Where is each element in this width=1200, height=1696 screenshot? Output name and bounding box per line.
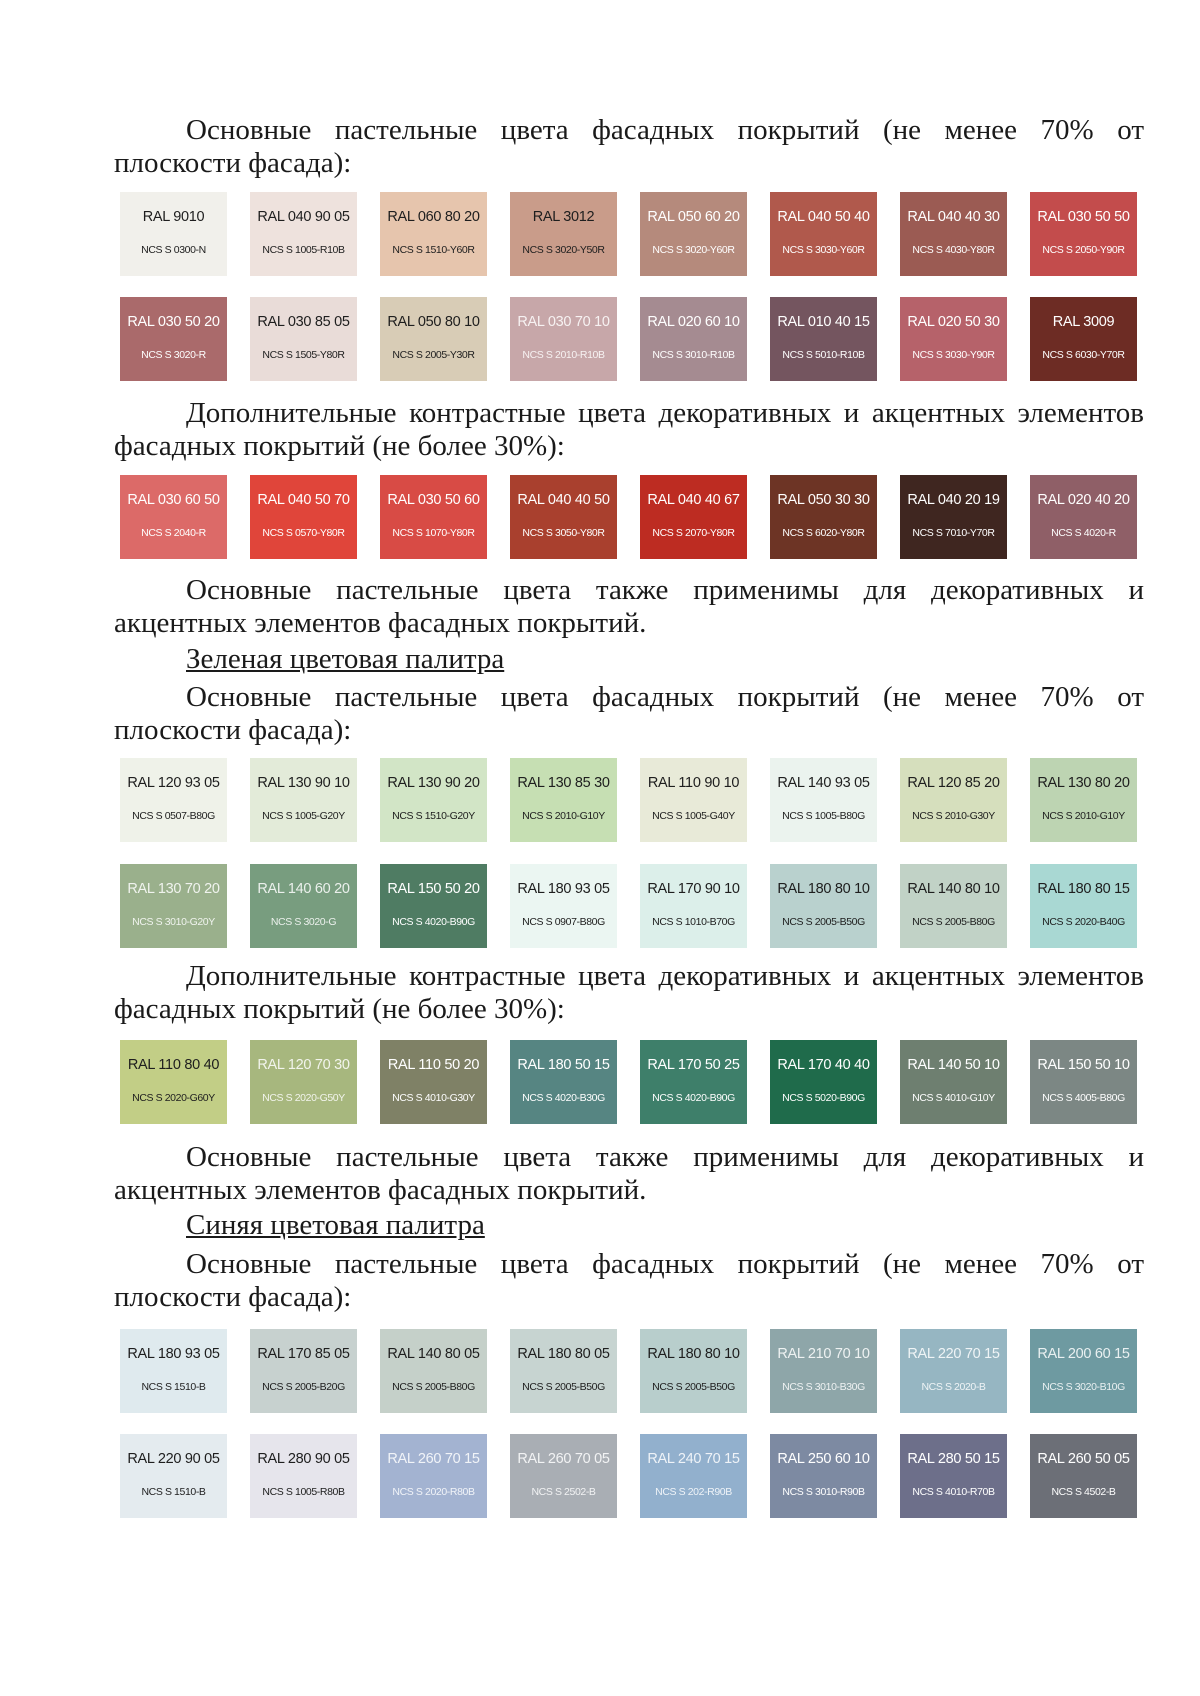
ncs-code: NCS S 3020-B10G <box>1042 1381 1125 1393</box>
ncs-code: NCS S 4020-B90G <box>652 1092 735 1104</box>
ral-code: RAL 9010 <box>142 209 205 225</box>
swatch-row <box>120 1434 1137 1518</box>
ral-code: RAL 170 90 10 <box>647 881 740 897</box>
swatch-row <box>120 1329 1137 1413</box>
ncs-code: NCS S 2050-Y90R <box>1042 244 1125 256</box>
ral-code: RAL 180 50 15 <box>517 1057 610 1073</box>
ncs-code: NCS S 1005-B80G <box>782 810 865 822</box>
ncs-code: NCS S 3020-R <box>141 349 206 361</box>
color-swatch <box>510 1040 617 1124</box>
color-swatch <box>1030 758 1137 842</box>
ncs-code: NCS S 4030-Y80R <box>912 244 995 256</box>
color-swatch <box>510 1329 617 1413</box>
ncs-code: NCS S 2005-B50G <box>522 1381 605 1393</box>
color-swatch <box>640 1040 747 1124</box>
ral-code: RAL 130 90 10 <box>257 775 350 791</box>
ral-code: RAL 140 80 05 <box>387 1346 480 1362</box>
ncs-code: NCS S 4020-B90G <box>392 916 475 928</box>
color-swatch <box>640 192 747 276</box>
color-swatch <box>770 1040 877 1124</box>
ral-code: RAL 180 80 10 <box>777 881 870 897</box>
color-swatch <box>770 297 877 381</box>
ral-code: RAL 020 40 20 <box>1037 492 1130 508</box>
ncs-code: NCS S 6030-Y70R <box>1042 349 1125 361</box>
ncs-code: NCS S 1005-R80B <box>262 1486 345 1498</box>
color-swatch <box>250 1434 357 1518</box>
ral-code: RAL 280 50 15 <box>907 1451 1000 1467</box>
color-swatch <box>770 192 877 276</box>
ral-code: RAL 180 93 05 <box>517 881 610 897</box>
ral-code: RAL 3012 <box>532 209 595 225</box>
color-swatch <box>640 864 747 948</box>
ncs-code: NCS S 2020-G60Y <box>132 1092 215 1104</box>
color-swatch <box>900 1040 1007 1124</box>
ral-code: RAL 180 80 05 <box>517 1346 610 1362</box>
paragraph-red-main: Основные пастельные цвета фасадных покрытий (не менее 70% от плоскости фасада): <box>114 114 1144 179</box>
ral-code: RAL 180 80 10 <box>647 1346 740 1362</box>
ral-code: RAL 250 60 10 <box>777 1451 870 1467</box>
ral-code: RAL 060 80 20 <box>387 209 480 225</box>
ncs-code: NCS S 4020-B30G <box>522 1092 605 1104</box>
color-swatch <box>510 864 617 948</box>
color-swatch <box>1030 864 1137 948</box>
ral-code: RAL 030 70 10 <box>517 314 610 330</box>
ncs-code: NCS S 3030-Y60R <box>782 244 865 256</box>
color-swatch <box>1030 297 1137 381</box>
ncs-code: NCS S 1005-G40Y <box>652 810 735 822</box>
color-swatch <box>770 758 877 842</box>
ncs-code: NCS S 0300-N <box>141 244 206 256</box>
color-swatch <box>900 192 1007 276</box>
ral-code: RAL 130 90 20 <box>387 775 480 791</box>
color-swatch <box>250 864 357 948</box>
ncs-code: NCS S 5010-R10B <box>782 349 865 361</box>
color-swatch <box>770 475 877 559</box>
ral-code: RAL 260 50 05 <box>1037 1451 1130 1467</box>
color-swatch <box>510 192 617 276</box>
ncs-code: NCS S 2005-B50G <box>782 916 865 928</box>
color-swatch <box>380 1040 487 1124</box>
ncs-code: NCS S 2010-G10Y <box>1042 810 1125 822</box>
ncs-code: NCS S 2005-Y30R <box>392 349 475 361</box>
swatch-row <box>120 758 1137 842</box>
ncs-code: NCS S 2020-R80B <box>392 1486 475 1498</box>
ncs-code: NCS S 2005-B80G <box>912 916 995 928</box>
ncs-code: NCS S 2010-R10B <box>522 349 605 361</box>
ral-code: RAL 110 80 40 <box>127 1057 220 1073</box>
ral-code: RAL 140 50 10 <box>907 1057 1000 1073</box>
paragraph-green-note: Основные пастельные цвета также применимы для декоративных и акцентных элементов фасадных покрытий. <box>114 1141 1144 1206</box>
ral-code: RAL 170 40 40 <box>777 1057 870 1073</box>
ral-code: RAL 210 70 10 <box>777 1346 870 1362</box>
ncs-code: NCS S 2502-B <box>531 1486 596 1498</box>
ral-code: RAL 150 50 20 <box>387 881 480 897</box>
ral-code: RAL 110 90 10 <box>647 775 740 791</box>
ncs-code: NCS S 7010-Y70R <box>912 527 995 539</box>
paragraph-green-main: Основные пастельные цвета фасадных покрытий (не менее 70% от плоскости фасада): <box>114 681 1144 746</box>
ncs-code: NCS S 3010-R10B <box>652 349 735 361</box>
color-swatch <box>900 758 1007 842</box>
ncs-code: NCS S 1070-Y80R <box>392 527 475 539</box>
color-swatch <box>250 297 357 381</box>
ral-code: RAL 130 80 20 <box>1037 775 1130 791</box>
ncs-code: NCS S 1510-B <box>141 1486 206 1498</box>
ncs-code: NCS S 6020-Y80R <box>782 527 865 539</box>
ncs-code: NCS S 4010-G30Y <box>392 1092 475 1104</box>
color-swatch <box>120 864 227 948</box>
ral-code: RAL 150 50 10 <box>1037 1057 1130 1073</box>
paragraph-red-note: Основные пастельные цвета также применимы для декоративных и акцентных элементов фасадных покрытий. <box>114 574 1144 639</box>
ncs-code: NCS S 1510-B <box>141 1381 206 1393</box>
color-swatch <box>770 1329 877 1413</box>
color-swatch <box>1030 192 1137 276</box>
ncs-code: NCS S 2010-G10Y <box>522 810 605 822</box>
color-swatch <box>250 475 357 559</box>
color-swatch <box>900 297 1007 381</box>
ncs-code: NCS S 2020-B40G <box>1042 916 1125 928</box>
color-swatch <box>510 758 617 842</box>
ral-code: RAL 040 50 70 <box>257 492 350 508</box>
ral-code: RAL 220 90 05 <box>127 1451 220 1467</box>
ncs-code: NCS S 0507-B80G <box>132 810 215 822</box>
color-swatch <box>120 192 227 276</box>
color-swatch <box>1030 1329 1137 1413</box>
color-swatch <box>250 192 357 276</box>
ral-code: RAL 240 70 15 <box>647 1451 740 1467</box>
ncs-code: NCS S 1010-B70G <box>652 916 735 928</box>
ral-code: RAL 040 40 67 <box>647 492 740 508</box>
ral-code: RAL 030 50 50 <box>1037 209 1130 225</box>
color-swatch <box>380 1434 487 1518</box>
ncs-code: NCS S 1005-R10B <box>262 244 345 256</box>
ral-code: RAL 260 70 15 <box>387 1451 480 1467</box>
color-swatch <box>250 758 357 842</box>
ral-code: RAL 040 40 50 <box>517 492 610 508</box>
ncs-code: NCS S 2040-R <box>141 527 206 539</box>
color-swatch <box>380 192 487 276</box>
ral-code: RAL 050 60 20 <box>647 209 740 225</box>
color-swatch <box>120 475 227 559</box>
color-swatch <box>120 1329 227 1413</box>
color-swatch <box>640 297 747 381</box>
color-swatch <box>640 475 747 559</box>
swatch-row <box>120 864 1137 948</box>
ral-code: RAL 170 85 05 <box>257 1346 350 1362</box>
ncs-code: NCS S 1510-Y60R <box>392 244 475 256</box>
swatch-row <box>120 475 1137 559</box>
color-swatch <box>380 864 487 948</box>
ncs-code: NCS S 2070-Y80R <box>652 527 735 539</box>
section-heading-blue: Синяя цветовая палитра <box>186 1209 485 1241</box>
ral-code: RAL 180 93 05 <box>127 1346 220 1362</box>
ral-code: RAL 020 50 30 <box>907 314 1000 330</box>
ral-code: RAL 3009 <box>1052 314 1115 330</box>
ral-code: RAL 040 40 30 <box>907 209 1000 225</box>
color-swatch <box>510 297 617 381</box>
color-swatch <box>1030 475 1137 559</box>
paragraph-green-accent: Дополнительные контрастные цвета декоративных и акцентных элементов фасадных покрытий (не более 30%): <box>114 960 1144 1025</box>
ncs-code: NCS S 1505-Y80R <box>262 349 345 361</box>
ral-code: RAL 220 70 15 <box>907 1346 1000 1362</box>
ral-code: RAL 030 50 60 <box>387 492 480 508</box>
color-swatch <box>770 864 877 948</box>
ral-code: RAL 110 50 20 <box>387 1057 480 1073</box>
ral-code: RAL 050 30 30 <box>777 492 870 508</box>
ral-code: RAL 030 60 50 <box>127 492 220 508</box>
ral-code: RAL 130 70 20 <box>127 881 220 897</box>
ral-code: RAL 010 40 15 <box>777 314 870 330</box>
color-swatch <box>380 475 487 559</box>
ncs-code: NCS S 3020-Y50R <box>522 244 605 256</box>
ncs-code: NCS S 0907-B80G <box>522 916 605 928</box>
ral-code: RAL 200 60 15 <box>1037 1346 1130 1362</box>
ncs-code: NCS S 0570-Y80R <box>262 527 345 539</box>
ral-code: RAL 140 60 20 <box>257 881 350 897</box>
color-swatch <box>640 1434 747 1518</box>
ral-code: RAL 050 80 10 <box>387 314 480 330</box>
ncs-code: NCS S 2020-G50Y <box>262 1092 345 1104</box>
color-swatch <box>900 1329 1007 1413</box>
swatch-row <box>120 1040 1137 1124</box>
color-swatch <box>120 758 227 842</box>
ncs-code: NCS S 3010-R90B <box>782 1486 865 1498</box>
ral-code: RAL 040 50 40 <box>777 209 870 225</box>
color-swatch <box>380 297 487 381</box>
paragraph-red-accent: Дополнительные контрастные цвета декоративных и акцентных элементов фасадных покрытий (не более 30%): <box>114 397 1144 462</box>
color-swatch <box>640 758 747 842</box>
section-heading-green: Зеленая цветовая палитра <box>186 643 505 675</box>
color-swatch <box>120 1434 227 1518</box>
color-swatch <box>510 475 617 559</box>
color-swatch <box>1030 1040 1137 1124</box>
ncs-code: NCS S 2010-G30Y <box>912 810 995 822</box>
ncs-code: NCS S 3030-Y90R <box>912 349 995 361</box>
ncs-code: NCS S 2020-B <box>921 1381 986 1393</box>
color-swatch <box>900 864 1007 948</box>
color-swatch <box>250 1329 357 1413</box>
ral-code: RAL 170 50 25 <box>647 1057 740 1073</box>
color-swatch <box>380 1329 487 1413</box>
ncs-code: NCS S 3020-Y60R <box>652 244 735 256</box>
ral-code: RAL 020 60 10 <box>647 314 740 330</box>
ncs-code: NCS S 3010-B30G <box>782 1381 865 1393</box>
ncs-code: NCS S 4020-R <box>1051 527 1116 539</box>
ncs-code: NCS S 3050-Y80R <box>522 527 605 539</box>
ral-code: RAL 040 90 05 <box>257 209 350 225</box>
ncs-code: NCS S 2005-B80G <box>392 1381 475 1393</box>
ncs-code: NCS S 202-R90B <box>655 1486 732 1498</box>
ral-code: RAL 040 20 19 <box>907 492 1000 508</box>
ral-code: RAL 140 80 10 <box>907 881 1000 897</box>
color-swatch <box>770 1434 877 1518</box>
swatch-row <box>120 297 1137 381</box>
ncs-code: NCS S 4010-G10Y <box>912 1092 995 1104</box>
ral-code: RAL 130 85 30 <box>517 775 610 791</box>
ral-code: RAL 030 50 20 <box>127 314 220 330</box>
color-swatch <box>510 1434 617 1518</box>
paragraph-blue-main: Основные пастельные цвета фасадных покрытий (не менее 70% от плоскости фасада): <box>114 1248 1144 1313</box>
ral-code: RAL 260 70 05 <box>517 1451 610 1467</box>
color-swatch <box>120 297 227 381</box>
ncs-code: NCS S 3010-G20Y <box>132 916 215 928</box>
ral-code: RAL 120 93 05 <box>127 775 220 791</box>
ncs-code: NCS S 5020-B90G <box>782 1092 865 1104</box>
color-swatch <box>380 758 487 842</box>
ral-code: RAL 280 90 05 <box>257 1451 350 1467</box>
ral-code: RAL 120 85 20 <box>907 775 1000 791</box>
ncs-code: NCS S 4502-B <box>1051 1486 1116 1498</box>
ral-code: RAL 120 70 30 <box>257 1057 350 1073</box>
color-swatch <box>1030 1434 1137 1518</box>
ral-code: RAL 030 85 05 <box>257 314 350 330</box>
color-swatch <box>120 1040 227 1124</box>
color-swatch <box>900 1434 1007 1518</box>
ncs-code: NCS S 1510-G20Y <box>392 810 475 822</box>
ncs-code: NCS S 2005-B50G <box>652 1381 735 1393</box>
ral-code: RAL 180 80 15 <box>1037 881 1130 897</box>
color-swatch <box>900 475 1007 559</box>
color-swatch <box>640 1329 747 1413</box>
ncs-code: NCS S 3020-G <box>270 916 337 928</box>
swatch-row <box>120 192 1137 276</box>
color-swatch <box>250 1040 357 1124</box>
ncs-code: NCS S 4005-B80G <box>1042 1092 1125 1104</box>
ncs-code: NCS S 2005-B20G <box>262 1381 345 1393</box>
ncs-code: NCS S 4010-R70B <box>912 1486 995 1498</box>
ral-code: RAL 140 93 05 <box>777 775 870 791</box>
ncs-code: NCS S 1005-G20Y <box>262 810 345 822</box>
